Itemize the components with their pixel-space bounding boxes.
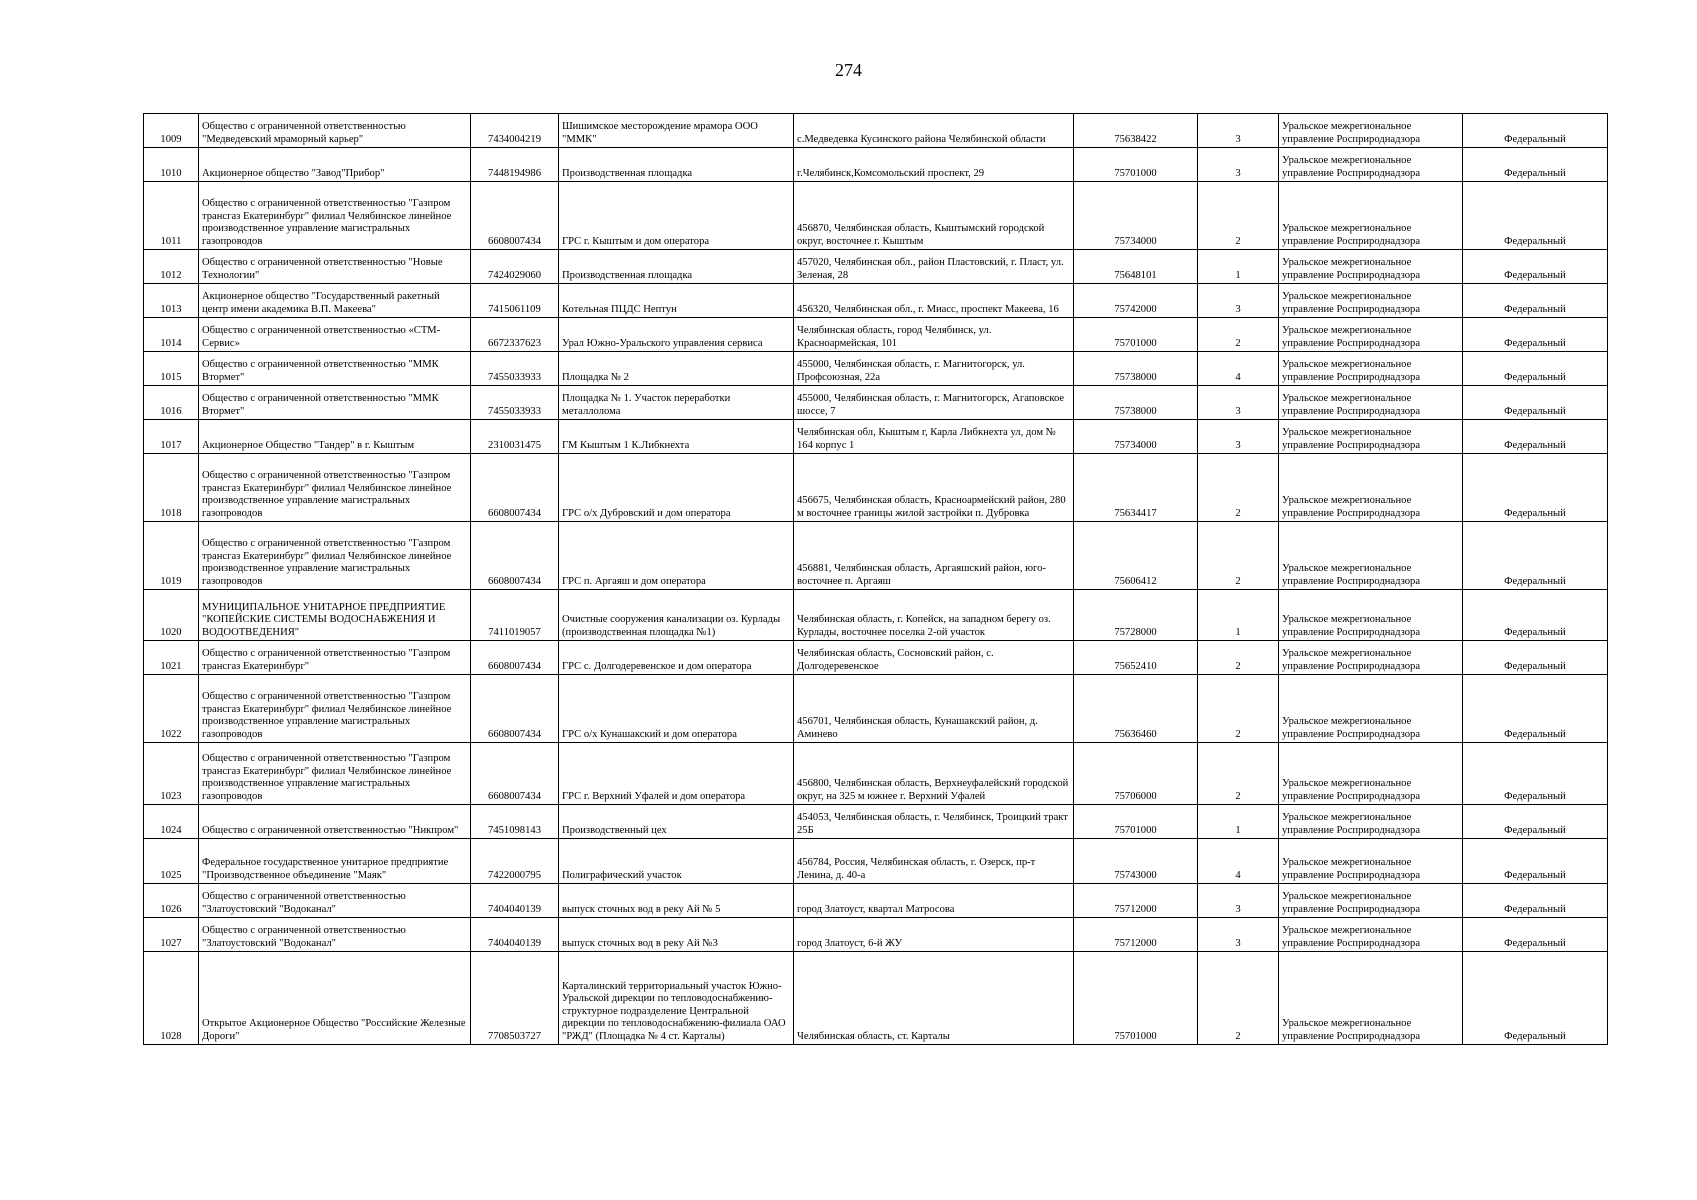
table-row: [144, 952, 1608, 1045]
supervising-department-cell: Уральское межрегиональное управление Росприроднадзора: [1279, 284, 1463, 318]
object-name-cell: Урал Южно-Уральского управления сервиса: [559, 318, 794, 352]
row-number-cell: 1014: [144, 318, 199, 352]
object-name-cell: ГРС п. Аргаяш и дом оператора: [559, 522, 794, 590]
table-row: [144, 805, 1608, 839]
object-address-cell: Челябинская область, ст. Карталы: [794, 952, 1074, 1045]
supervising-department-cell: Уральское межрегиональное управление Росприроднадзора: [1279, 590, 1463, 641]
oktmo-code-cell: 75606412: [1074, 522, 1198, 590]
supervision-level-cell: Федеральный: [1463, 420, 1608, 454]
table-row: [144, 318, 1608, 352]
inn-cell: 7455033933: [471, 386, 559, 420]
supervision-level-cell: Федеральный: [1463, 952, 1608, 1045]
risk-category-cell: 2: [1198, 641, 1279, 675]
organization-name-cell: Общество с ограниченной ответственностью "ММК Втормет": [199, 352, 471, 386]
row-number-cell: 1025: [144, 839, 199, 884]
supervision-level-cell: Федеральный: [1463, 884, 1608, 918]
supervision-level-cell: Федеральный: [1463, 839, 1608, 884]
supervision-level-cell: Федеральный: [1463, 182, 1608, 250]
object-name-cell: Очистные сооружения канализации оз. Курлады (производственная площадка №1): [559, 590, 794, 641]
object-name-cell: ГРС о/х Дубровский и дом оператора: [559, 454, 794, 522]
inn-cell: 6608007434: [471, 454, 559, 522]
supervising-department-cell: Уральское межрегиональное управление Росприроднадзора: [1279, 839, 1463, 884]
table-row: [144, 522, 1608, 590]
object-name-cell: Производственная площадка: [559, 250, 794, 284]
organization-name-cell: Общество с ограниченной ответственностью "Газпром трансгаз Екатеринбург" филиал Челябинское линейное производственное управление магистральных газопроводов: [199, 675, 471, 743]
object-address-cell: 456784, Россия, Челябинская область, г. Озерск, пр-т Ленина, д. 40-а: [794, 839, 1074, 884]
organization-name-cell: Общество с ограниченной ответственностью "Златоустовский "Водоканал": [199, 884, 471, 918]
risk-category-cell: 2: [1198, 743, 1279, 805]
inn-cell: 6608007434: [471, 182, 559, 250]
object-address-cell: с.Медведевка Кусинского района Челябинской области: [794, 114, 1074, 148]
supervising-department-cell: Уральское межрегиональное управление Росприроднадзора: [1279, 918, 1463, 952]
oktmo-code-cell: 75652410: [1074, 641, 1198, 675]
table-row: [144, 420, 1608, 454]
supervision-level-cell: Федеральный: [1463, 675, 1608, 743]
supervision-level-cell: Федеральный: [1463, 386, 1608, 420]
table-row: [144, 675, 1608, 743]
supervising-department-cell: Уральское межрегиональное управление Росприроднадзора: [1279, 318, 1463, 352]
oktmo-code-cell: 75738000: [1074, 352, 1198, 386]
object-name-cell: Площадка № 1. Участок переработки металлолома: [559, 386, 794, 420]
inn-cell: 7448194986: [471, 148, 559, 182]
table-row: [144, 641, 1608, 675]
object-name-cell: Котельная ПЦДС Нептун: [559, 284, 794, 318]
supervision-level-cell: Федеральный: [1463, 743, 1608, 805]
organization-name-cell: Общество с ограниченной ответственностью "ММК Втормет": [199, 386, 471, 420]
organization-name-cell: Общество с ограниченной ответственностью "Новые Технологии": [199, 250, 471, 284]
table-row: [144, 352, 1608, 386]
organization-name-cell: Общество с ограниченной ответственностью "Газпром трансгаз Екатеринбург" филиал Челябинское линейное производственное управление магистральных газопроводов: [199, 743, 471, 805]
table-row: [144, 386, 1608, 420]
table-row: [144, 839, 1608, 884]
object-name-cell: ГРС г. Верхний Уфалей и дом оператора: [559, 743, 794, 805]
table-row: [144, 114, 1608, 148]
oktmo-code-cell: 75734000: [1074, 420, 1198, 454]
table-row: [144, 250, 1608, 284]
supervising-department-cell: Уральское межрегиональное управление Росприроднадзора: [1279, 148, 1463, 182]
object-address-cell: 456870, Челябинская область, Кыштымский городской округ, восточнее г. Кыштым: [794, 182, 1074, 250]
object-name-cell: ГРС г. Кыштым и дом оператора: [559, 182, 794, 250]
row-number-cell: 1023: [144, 743, 199, 805]
object-name-cell: ГМ Кыштым 1 К.Либкнехта: [559, 420, 794, 454]
row-number-cell: 1020: [144, 590, 199, 641]
object-address-cell: 456701, Челябинская область, Кунашакский район, д. Аминево: [794, 675, 1074, 743]
risk-category-cell: 1: [1198, 590, 1279, 641]
organization-name-cell: Общество с ограниченной ответственностью "Газпром трансгаз Екатеринбург" филиал Челябинское линейное производственное управление магистральных газопроводов: [199, 522, 471, 590]
inn-cell: 7422000795: [471, 839, 559, 884]
risk-category-cell: 2: [1198, 318, 1279, 352]
supervision-level-cell: Федеральный: [1463, 918, 1608, 952]
supervising-department-cell: Уральское межрегиональное управление Росприроднадзора: [1279, 805, 1463, 839]
table-row: [144, 590, 1608, 641]
supervision-level-cell: Федеральный: [1463, 641, 1608, 675]
object-address-cell: Челябинская обл, Кыштым г, Карла Либкнехта ул, дом № 164 корпус 1: [794, 420, 1074, 454]
oktmo-code-cell: 75712000: [1074, 884, 1198, 918]
object-address-cell: город Златоуст, квартал Матросова: [794, 884, 1074, 918]
risk-category-cell: 4: [1198, 352, 1279, 386]
supervising-department-cell: Уральское межрегиональное управление Росприроднадзора: [1279, 675, 1463, 743]
inn-cell: 7411019057: [471, 590, 559, 641]
object-name-cell: выпуск сточных вод в реку Ай №3: [559, 918, 794, 952]
registry-table: [143, 113, 1608, 1045]
organization-name-cell: МУНИЦИПАЛЬНОЕ УНИТАРНОЕ ПРЕДПРИЯТИЕ "КОПЕЙСКИЕ СИСТЕМЫ ВОДОСНАБЖЕНИЯ И ВОДООТВЕДЕНИЯ": [199, 590, 471, 641]
table-row: [144, 148, 1608, 182]
risk-category-cell: 3: [1198, 918, 1279, 952]
supervision-level-cell: Федеральный: [1463, 454, 1608, 522]
supervising-department-cell: Уральское межрегиональное управление Росприроднадзора: [1279, 114, 1463, 148]
supervision-level-cell: Федеральный: [1463, 284, 1608, 318]
risk-category-cell: 2: [1198, 182, 1279, 250]
object-address-cell: Челябинская область, город Челябинск, ул. Красноармейская, 101: [794, 318, 1074, 352]
risk-category-cell: 3: [1198, 284, 1279, 318]
supervising-department-cell: Уральское межрегиональное управление Росприроднадзора: [1279, 743, 1463, 805]
oktmo-code-cell: 75728000: [1074, 590, 1198, 641]
table-row: [144, 284, 1608, 318]
supervising-department-cell: Уральское межрегиональное управление Росприроднадзора: [1279, 641, 1463, 675]
row-number-cell: 1016: [144, 386, 199, 420]
object-address-cell: 454053, Челябинская область, г. Челябинск, Троицкий тракт 25Б: [794, 805, 1074, 839]
object-address-cell: г.Челябинск,Комсомольский проспект, 29: [794, 148, 1074, 182]
supervision-level-cell: Федеральный: [1463, 352, 1608, 386]
supervising-department-cell: Уральское межрегиональное управление Росприроднадзора: [1279, 182, 1463, 250]
object-address-cell: 455000, Челябинская область, г. Магнитогорск, ул. Профсоюзная, 22а: [794, 352, 1074, 386]
risk-category-cell: 2: [1198, 952, 1279, 1045]
oktmo-code-cell: 75638422: [1074, 114, 1198, 148]
inn-cell: 2310031475: [471, 420, 559, 454]
organization-name-cell: Общество с ограниченной ответственностью "Златоустовский "Водоканал": [199, 918, 471, 952]
row-number-cell: 1028: [144, 952, 199, 1045]
oktmo-code-cell: 75706000: [1074, 743, 1198, 805]
inn-cell: 7404040139: [471, 918, 559, 952]
table-row: [144, 454, 1608, 522]
object-name-cell: ГРС с. Долгодеревенское и дом оператора: [559, 641, 794, 675]
inn-cell: 6608007434: [471, 743, 559, 805]
oktmo-code-cell: 75712000: [1074, 918, 1198, 952]
object-name-cell: Полиграфический участок: [559, 839, 794, 884]
object-address-cell: город Златоуст, 6-й ЖУ: [794, 918, 1074, 952]
inn-cell: 6608007434: [471, 675, 559, 743]
page-number: 274: [835, 60, 862, 80]
object-address-cell: 456800, Челябинская область, Верхнеуфалейский городской округ, на 325 м южнее г. Верхний Уфалей: [794, 743, 1074, 805]
organization-name-cell: Общество с ограниченной ответственностью "Медведевский мраморный карьер": [199, 114, 471, 148]
row-number-cell: 1013: [144, 284, 199, 318]
organization-name-cell: Акционерное общество "Государственный ракетный центр имени академика В.П. Макеева": [199, 284, 471, 318]
oktmo-code-cell: 75701000: [1074, 148, 1198, 182]
table-row: [144, 918, 1608, 952]
organization-name-cell: Акционерное общество "Завод"Прибор": [199, 148, 471, 182]
supervising-department-cell: Уральское межрегиональное управление Росприроднадзора: [1279, 884, 1463, 918]
row-number-cell: 1024: [144, 805, 199, 839]
row-number-cell: 1011: [144, 182, 199, 250]
oktmo-code-cell: 75701000: [1074, 805, 1198, 839]
supervising-department-cell: Уральское межрегиональное управление Росприроднадзора: [1279, 250, 1463, 284]
row-number-cell: 1019: [144, 522, 199, 590]
row-number-cell: 1027: [144, 918, 199, 952]
row-number-cell: 1022: [144, 675, 199, 743]
risk-category-cell: 3: [1198, 386, 1279, 420]
object-address-cell: 455000, Челябинская область, г. Магнитогорск, Агаповское шоссе, 7: [794, 386, 1074, 420]
risk-category-cell: 1: [1198, 805, 1279, 839]
object-address-cell: 456320, Челябинская обл., г. Миасс, проспект Макеева, 16: [794, 284, 1074, 318]
row-number-cell: 1010: [144, 148, 199, 182]
inn-cell: 7424029060: [471, 250, 559, 284]
organization-name-cell: Открытое Акционерное Общество "Российские Железные Дороги": [199, 952, 471, 1045]
inn-cell: 7451098143: [471, 805, 559, 839]
inn-cell: 7415061109: [471, 284, 559, 318]
organization-name-cell: Акционерное Общество "Тандер" в г. Кыштым: [199, 420, 471, 454]
object-name-cell: Шишимское месторождение мрамора ООО "ММК": [559, 114, 794, 148]
row-number-cell: 1018: [144, 454, 199, 522]
supervising-department-cell: Уральское межрегиональное управление Росприроднадзора: [1279, 522, 1463, 590]
oktmo-code-cell: 75738000: [1074, 386, 1198, 420]
organization-name-cell: Общество с ограниченной ответственностью «СТМ-Сервис»: [199, 318, 471, 352]
object-address-cell: 457020, Челябинская обл., район Пластовский, г. Пласт, ул. Зеленая, 28: [794, 250, 1074, 284]
organization-name-cell: Общество с ограниченной ответственностью "Газпром трансгаз Екатеринбург" филиал Челябинское линейное производственное управление магистральных газопроводов: [199, 182, 471, 250]
oktmo-code-cell: 75743000: [1074, 839, 1198, 884]
object-address-cell: Челябинская область, г. Копейск, на западном берегу оз. Курлады, восточнее поселка 2-ой участок: [794, 590, 1074, 641]
row-number-cell: 1017: [144, 420, 199, 454]
table-row: [144, 884, 1608, 918]
inn-cell: 7434004219: [471, 114, 559, 148]
supervision-level-cell: Федеральный: [1463, 805, 1608, 839]
risk-category-cell: 3: [1198, 420, 1279, 454]
supervising-department-cell: Уральское межрегиональное управление Росприроднадзора: [1279, 454, 1463, 522]
risk-category-cell: 4: [1198, 839, 1279, 884]
inn-cell: 7455033933: [471, 352, 559, 386]
row-number-cell: 1026: [144, 884, 199, 918]
supervision-level-cell: Федеральный: [1463, 522, 1608, 590]
supervising-department-cell: Уральское межрегиональное управление Росприроднадзора: [1279, 952, 1463, 1045]
supervising-department-cell: Уральское межрегиональное управление Росприроднадзора: [1279, 352, 1463, 386]
object-name-cell: Карталинский территориальный участок Южно-Уральской дирекции по тепловодоснабжению-структурное подразделение Центральной дирекции по тепловодоснабжению-филиала ОАО "РЖД" (Площадка № 4 ст. Карталы): [559, 952, 794, 1045]
row-number-cell: 1012: [144, 250, 199, 284]
oktmo-code-cell: 75636460: [1074, 675, 1198, 743]
object-name-cell: Производственный цех: [559, 805, 794, 839]
row-number-cell: 1015: [144, 352, 199, 386]
risk-category-cell: 2: [1198, 454, 1279, 522]
risk-category-cell: 2: [1198, 522, 1279, 590]
risk-category-cell: 1: [1198, 250, 1279, 284]
oktmo-code-cell: 75742000: [1074, 284, 1198, 318]
object-address-cell: 456881, Челябинская область, Аргаяшский район, юго-восточнее п. Аргаяш: [794, 522, 1074, 590]
inn-cell: 6672337623: [471, 318, 559, 352]
supervising-department-cell: Уральское межрегиональное управление Росприроднадзора: [1279, 386, 1463, 420]
supervision-level-cell: Федеральный: [1463, 590, 1608, 641]
oktmo-code-cell: 75634417: [1074, 454, 1198, 522]
supervision-level-cell: Федеральный: [1463, 318, 1608, 352]
organization-name-cell: Общество с ограниченной ответственностью "Никпром": [199, 805, 471, 839]
oktmo-code-cell: 75648101: [1074, 250, 1198, 284]
table-row: [144, 182, 1608, 250]
supervision-level-cell: Федеральный: [1463, 250, 1608, 284]
oktmo-code-cell: 75701000: [1074, 318, 1198, 352]
organization-name-cell: Общество с ограниченной ответственностью "Газпром трансгаз Екатеринбург": [199, 641, 471, 675]
object-address-cell: Челябинская область, Сосновский район, с. Долгодеревенское: [794, 641, 1074, 675]
supervision-level-cell: Федеральный: [1463, 114, 1608, 148]
inn-cell: 6608007434: [471, 522, 559, 590]
registry-rows: [144, 114, 1608, 1045]
object-name-cell: Производственная площадка: [559, 148, 794, 182]
row-number-cell: 1009: [144, 114, 199, 148]
row-number-cell: 1021: [144, 641, 199, 675]
inn-cell: 6608007434: [471, 641, 559, 675]
risk-category-cell: 3: [1198, 884, 1279, 918]
organization-name-cell: Федеральное государственное унитарное предприятие "Производственное объединение "Маяк": [199, 839, 471, 884]
oktmo-code-cell: 75734000: [1074, 182, 1198, 250]
supervision-level-cell: Федеральный: [1463, 148, 1608, 182]
inn-cell: 7708503727: [471, 952, 559, 1045]
object-name-cell: Площадка № 2: [559, 352, 794, 386]
object-name-cell: выпуск сточных вод в реку Ай № 5: [559, 884, 794, 918]
object-address-cell: 456675, Челябинская область, Красноармейский район, 280 м восточнее границы жилой застройки п. Дубровка: [794, 454, 1074, 522]
oktmo-code-cell: 75701000: [1074, 952, 1198, 1045]
inn-cell: 7404040139: [471, 884, 559, 918]
risk-category-cell: 2: [1198, 675, 1279, 743]
organization-name-cell: Общество с ограниченной ответственностью "Газпром трансгаз Екатеринбург" филиал Челябинское линейное производственное управление магистральных газопроводов: [199, 454, 471, 522]
object-name-cell: ГРС о/х Кунашакский и дом оператора: [559, 675, 794, 743]
supervising-department-cell: Уральское межрегиональное управление Росприроднадзора: [1279, 420, 1463, 454]
table-row: [144, 743, 1608, 805]
risk-category-cell: 3: [1198, 114, 1279, 148]
risk-category-cell: 3: [1198, 148, 1279, 182]
